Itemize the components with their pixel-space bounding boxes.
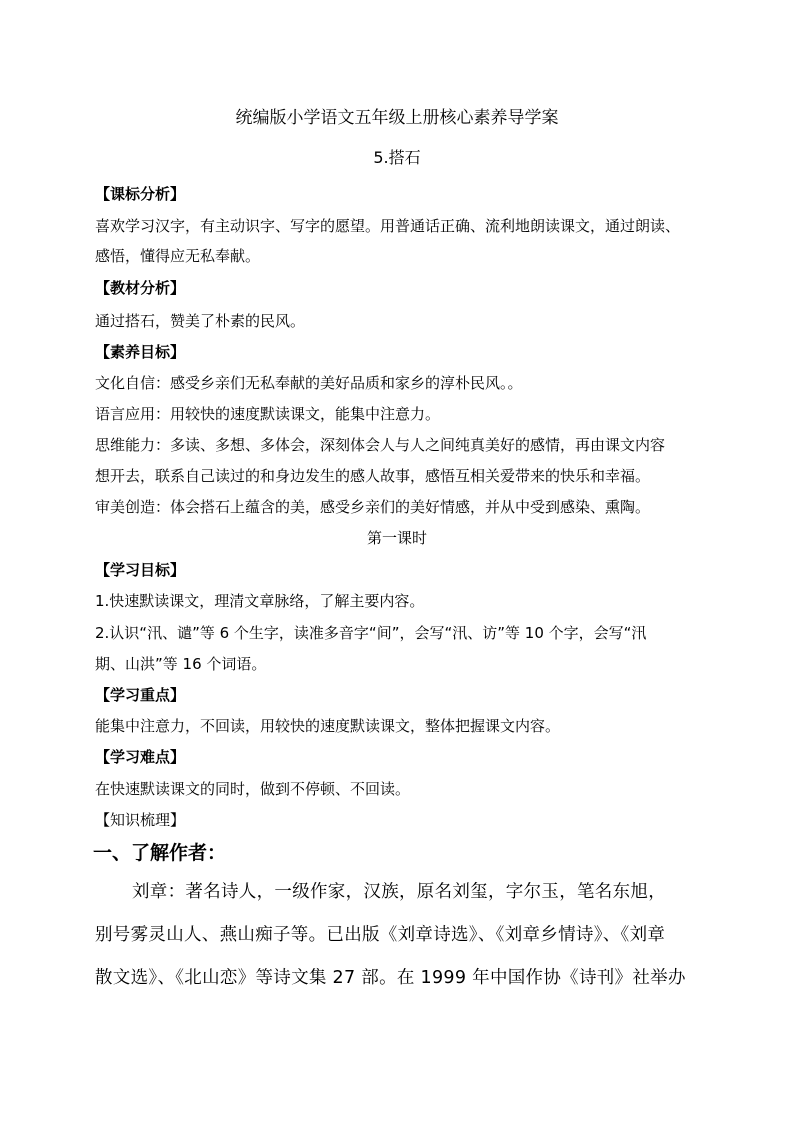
heading-nandian: 【学习难点】: [95, 748, 186, 766]
suyang-line-4: 想开去，联系自己读过的和身边发生的感人故事，感悟互相关爱带来的快乐和幸福。: [95, 467, 651, 485]
heading-zhongdian: 【学习重点】: [95, 686, 186, 704]
heading-suyang: 【素养目标】: [95, 343, 186, 361]
document-title: 统编版小学语文五年级上册核心素养导学案: [235, 108, 559, 128]
section-author-heading: 一、了解作者：: [93, 842, 227, 864]
mubiao-line-1: 1.快速默读课文，理清文章脉络，了解主要内容。: [95, 592, 425, 610]
lesson-title: 5.搭石: [373, 148, 421, 167]
zhongdian-line-1: 能集中注意力，不回读，用较快的速度默读课文，整体把握课文内容。: [95, 717, 561, 735]
suyang-line-1: 文化自信：感受乡亲们无私奉献的美好品质和家乡的淳朴民风。。: [95, 374, 523, 392]
kebiao-line-1: 喜欢学习汉字，有主动识字、写字的愿望。用普通话正确、流利地朗读课文，通过朗读、: [95, 217, 681, 235]
jiaocai-line-1: 通过搭石，赞美了朴素的民风。: [95, 312, 306, 330]
heading-jiaocai: 【教材分析】: [95, 279, 186, 297]
mubiao-line-3: 期、山洪”等 16 个词语。: [95, 655, 267, 673]
suyang-line-2: 语言应用：用较快的速度默读课文，能集中注意力。: [95, 405, 441, 423]
suyang-line-3: 思维能力：多读、多想、多体会，深刻体会人与人之间纯真美好的感情，再由课文内容: [95, 436, 666, 454]
period-title: 第一课时: [366, 529, 427, 547]
heading-kebiao: 【课标分析】: [95, 185, 186, 203]
suyang-line-5: 审美创造：体会搭石上蕴含的美，感受乡亲们的美好情感，并从中受到感染、熏陶。: [95, 498, 651, 516]
author-line-2: 别号雾灵山人、燕山痴子等。已出版《刘章诗选》、《刘章乡情诗》、《刘章: [95, 925, 666, 945]
nandian-line-1: 在快速默读课文的同时，做到不停顿、不回读。: [95, 780, 411, 798]
author-line-1: 刘章：著名诗人，一级作家，汉族，原名刘玺，字尔玉，笔名东旭，: [132, 882, 666, 902]
mubiao-line-2: 2.认识“汛、谴”等 6 个生字，读准多音字“间”，会写“汛、访”等 10 个字，会写“汛: [95, 624, 647, 642]
heading-zhishi: 【知识梳理】: [95, 811, 186, 829]
heading-mubiao: 【学习目标】: [95, 561, 186, 579]
kebiao-line-2: 感悟，懂得应无私奉献。: [95, 247, 261, 265]
author-line-3: 散文选》、《北山恋》等诗文集 27 部。在 1999 年中国作协《诗刊》社举办: [95, 968, 686, 988]
